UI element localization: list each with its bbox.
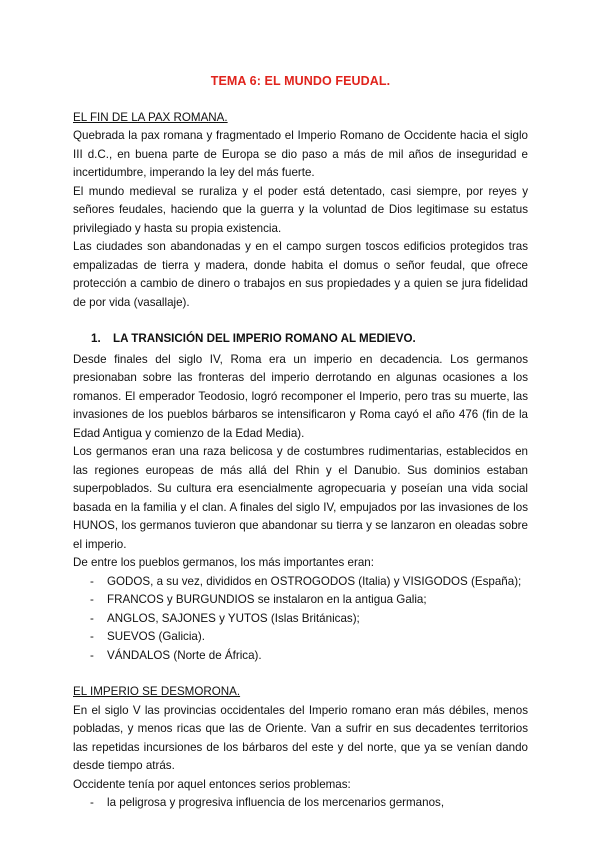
paragraph: En el siglo V las provincias occidentales del Imperio romano eran más débiles, menos pobladas, y menos ricas que las de Oriente. Van a sufrir en sus decadentes territorios las repetidas incursiones de los bárbaros del este y del norte, que ya se venían dando desde tiempo atrás. xyxy=(73,703,528,772)
list-item: - la peligrosa y progresiva influencia de los mercenarios germanos, xyxy=(90,794,528,813)
list-item: - ANGLOS, SAJONES y YUTOS (Islas Británicas); xyxy=(90,610,528,629)
document-page xyxy=(73,72,528,813)
paragraph: Desde finales del siglo IV, Roma era un imperio en decadencia. Los germanos presionaban sobre las fronteras del imperio derrotando en algunas ocasiones a los romanos. El emperador Teodosio, logró recomponer el Imperio, pero tras su muerte, las invasiones de los pueblos bárbaros se intensificaron y Roma cayó el año 476 (fin de la Edad Antigua y comienzo de la Edad Media). xyxy=(73,352,528,440)
section-heading-transicion xyxy=(91,330,528,349)
paragraph: Los germanos eran una raza belicosa y de costumbres rudimentarias, establecidos en las regiones europeas de más allá del Rhin y el Danubio. Sus dominios estaban superpoblados. Su cultura era esencialmente agropecuaria y poseían una vida social basada en la familia y el clan. A finales del siglo IV, empujados por las invasiones de los HUNOS, los germanos tuvieron que abandonar su tierra y se lanzaron en oleadas sobre el imperio. xyxy=(73,445,528,551)
paragraph: El mundo medieval se ruraliza y el poder está detentado, casi siempre, por reyes y señores feudales, haciendo que la guerra y la voluntad de Dios legitimase su estatus privilegiado y hasta su propia existencia. xyxy=(73,184,528,235)
document-title: TEMA 6: EL MUNDO FEUDAL. xyxy=(210,74,391,88)
western-problems-list xyxy=(73,794,528,813)
section-heading-pax-romana: EL FIN DE LA PAX ROMANA. xyxy=(73,110,228,124)
section-number: 1. xyxy=(91,332,101,345)
paragraph: De entre los pueblos germanos, los más importantes eran: xyxy=(73,556,374,569)
list-item: - GODOS, a su vez, divididos en OSTROGODOS (Italia) y VISIGODOS (España); xyxy=(90,573,528,592)
spacer xyxy=(73,665,528,683)
section-heading-desmorona: EL IMPERIO SE DESMORONA. xyxy=(73,685,241,698)
list-item: - SUEVOS (Galicia). xyxy=(90,628,528,647)
list-item: - FRANCOS y BURGUNDIOS se instalaron en la antigua Galia; xyxy=(90,591,528,610)
list-item: - VÁNDALOS (Norte de África). xyxy=(90,647,528,666)
section-heading-text: LA TRANSICIÓN DEL IMPERIO ROMANO AL MEDIEVO. xyxy=(113,332,416,345)
germanic-peoples-list xyxy=(73,573,528,666)
paragraph: Quebrada la pax romana y fragmentado el Imperio Romano de Occidente hacia el siglo III d.C., en buena parte de Europa se dio paso a más de mil años de inseguridad e incertidumbre, imperando la ley del más fuerte. xyxy=(73,129,528,179)
paragraph: Las ciudades son abandonadas y en el campo surgen toscos edificios protegidos tras empalizadas de tierra y madera, donde habita el domus o señor feudal, que ofrece protección a cambio de dinero o trabajos en sus propiedades y a quien se jura fidelidad de por vida (vasallaje). xyxy=(73,240,528,309)
paragraph: Occidente tenía por aquel entonces serios problemas: xyxy=(73,777,351,791)
